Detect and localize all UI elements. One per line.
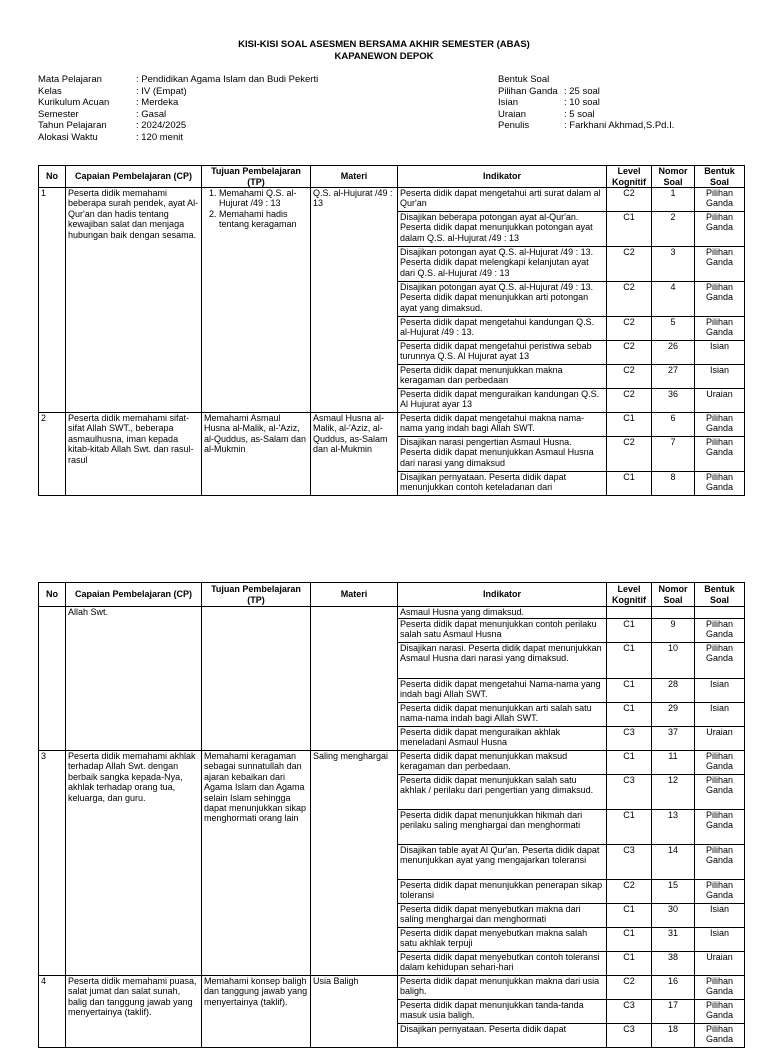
bentuk-cell: Pilihan Ganda: [695, 212, 745, 247]
tp-cell: [202, 607, 311, 751]
info-value: : Farkhani Akhmad,S.Pd.I.: [564, 120, 675, 131]
bentuk-cell: Pilihan Ganda: [695, 619, 745, 643]
page-subtitle: KAPANEWON DEPOK: [334, 51, 434, 62]
indikator-cell: Disajikan pernyataan. Peserta didik dapat menunjukkan contoh keteladanan dari: [398, 472, 607, 496]
level-cell: C2: [607, 317, 652, 341]
tp-list: [204, 188, 308, 230]
bentuk-cell: Isian: [695, 904, 745, 928]
materi-cell: Usia Baligh: [311, 976, 398, 1048]
level-cell: C2: [607, 188, 652, 212]
info-row: [498, 86, 674, 98]
level-cell: C2: [607, 880, 652, 904]
indikator-cell: Peserta didik dapat menunjukkan hikmah dari perilaku saling menghargai dan menghormati: [398, 810, 607, 845]
nomor-cell: 17: [652, 1000, 695, 1024]
level-cell: C3: [607, 1000, 652, 1024]
level-cell: C1: [607, 928, 652, 952]
info-row: [38, 132, 318, 144]
col-bentuk: Bentuk Soal: [695, 166, 745, 188]
cp-cell: Peserta didik memahami puasa, salat jumat dan salat sunah, balig dan tanggung jawab yang menyertainya (taklif).: [66, 976, 202, 1048]
indikator-cell: Peserta didik dapat menunjukkan maksud keragaman dan perbedaan.: [398, 751, 607, 775]
bentuk-cell: Pilihan Ganda: [695, 188, 745, 212]
nomor-cell: 29: [652, 703, 695, 727]
nomor-cell: 16: [652, 976, 695, 1000]
table-row: [39, 976, 745, 1000]
bentuk-cell: Pilihan Ganda: [695, 413, 745, 437]
info-row: [498, 109, 674, 121]
no-cell: [39, 607, 66, 751]
info-row: [38, 86, 318, 98]
no-cell: 1: [39, 188, 66, 413]
col-cp: Capaian Pembelajaran (CP): [66, 166, 202, 188]
table-row: [39, 413, 745, 437]
nomor-cell: 8: [652, 472, 695, 496]
table-row: [39, 751, 745, 775]
bentuk-cell: Pilihan Ganda: [695, 810, 745, 845]
bentuk-cell: Uraian: [695, 952, 745, 976]
col-indikator: Indikator: [398, 166, 607, 188]
bentuk-cell: Pilihan Ganda: [695, 845, 745, 880]
tp-cell: Memahami keragaman sebagai sunnatullah dan ajaran kebaikan dari Agama Islam dan Agama selain Islam sehingga dapat menunjukkan sikap menghormati orang lain: [202, 751, 311, 976]
materi-cell: Q.S. al-Hujurat /49 : 13: [311, 188, 398, 413]
nomor-cell: 38: [652, 952, 695, 976]
level-cell: C3: [607, 845, 652, 880]
info-row: [38, 109, 318, 121]
level-cell: C1: [607, 472, 652, 496]
level-cell: C1: [607, 643, 652, 679]
nomor-cell: 28: [652, 679, 695, 703]
kisi-kisi-table-1: [38, 165, 745, 496]
materi-cell: [311, 607, 398, 751]
info-row: [38, 74, 318, 86]
level-cell: C2: [607, 976, 652, 1000]
level-cell: C1: [607, 952, 652, 976]
bentuk-cell: Pilihan Ganda: [695, 775, 745, 810]
info-label: Mata Pelajaran: [38, 74, 102, 85]
nomor-cell: 3: [652, 247, 695, 282]
info-row: [38, 97, 318, 109]
indikator-cell: Peserta didik dapat menyebutkan makna dari saling menghargai dan menghormati: [398, 904, 607, 928]
indikator-cell: Peserta didik dapat mengetahui kandungan Q.S. al-Hujurat /49 : 13.: [398, 317, 607, 341]
info-label: Bentuk Soal: [498, 74, 550, 85]
indikator-cell: Disajikan narasi. Peserta didik dapat menunjukkan Asmaul Husna dari narasi yang dimaksud.: [398, 643, 607, 679]
info-value: : Merdeka: [136, 97, 179, 108]
nomor-cell: 11: [652, 751, 695, 775]
bentuk-cell: Pilihan Ganda: [695, 437, 745, 472]
indikator-cell: Peserta didik dapat mengetahui Nama-nama yang indah bagi Allah SWT.: [398, 679, 607, 703]
indikator-cell: Asmaul Husna yang dimaksud.: [398, 607, 607, 619]
indikator-cell: Peserta didik dapat menunjukkan makna dari usia baligh.: [398, 976, 607, 1000]
indikator-cell: Disajikan potongan ayat Q.S. al-Hujurat /49 : 13. Peserta didik dapat melengkapi kelanjutan ayat dari Q.S. al-Hujurat /49 : 13: [398, 247, 607, 282]
nomor-cell: 18: [652, 1024, 695, 1048]
col-nomor: Nomor Soal: [652, 166, 695, 188]
bentuk-cell: Isian: [695, 928, 745, 952]
col-no: No: [39, 166, 66, 188]
indikator-cell: Peserta didik dapat menunjukkan contoh perilaku salah satu Asmaul Husna: [398, 619, 607, 643]
kisi-kisi-table-2: [38, 582, 745, 1048]
level-cell: C1: [607, 810, 652, 845]
info-left: [38, 74, 318, 143]
indikator-cell: Peserta didik dapat menyebutkan contoh toleransi dalam kehidupan sehari-hari: [398, 952, 607, 976]
cp-cell: Peserta didik memahami beberapa surah pendek, ayat Al-Qur'an dan hadis tentang kewajiban salat dan menjaga hubungan baik dengan sesama.: [66, 188, 202, 413]
level-cell: C1: [607, 904, 652, 928]
info-row: [38, 120, 318, 132]
bentuk-cell: Isian: [695, 679, 745, 703]
nomor-cell: 9: [652, 619, 695, 643]
cp-cell: Allah Swt.: [66, 607, 202, 751]
nomor-cell: 2: [652, 212, 695, 247]
info-label: Tahun Pelajaran: [38, 120, 107, 131]
info-value: : Gasal: [136, 108, 167, 120]
level-cell: [607, 607, 652, 619]
indikator-cell: Peserta didik dapat menguraikan akhlak meneladani Asmaul Husna: [398, 727, 607, 751]
indikator-cell: Peserta didik dapat mengetahui makna nama-nama yang indah bagi Allah SWT.: [398, 413, 607, 437]
indikator-cell: Disajikan table ayat Al Qur'an. Peserta didik dapat menunjukkan ayat yang mengajarkan toleransi: [398, 845, 607, 880]
level-cell: C1: [607, 619, 652, 643]
nomor-cell: 12: [652, 775, 695, 810]
col-tp: Tujuan Pembelajaran (TP): [202, 166, 311, 188]
info-label: Alokasi Waktu: [38, 131, 98, 143]
level-cell: C2: [607, 247, 652, 282]
nomor-cell: [652, 607, 695, 619]
col-tp: Tujuan Pembelajaran (TP): [202, 583, 311, 607]
level-cell: C2: [607, 365, 652, 389]
nomor-cell: 4: [652, 282, 695, 317]
nomor-cell: 37: [652, 727, 695, 751]
page-title: KISI-KISI SOAL ASESMEN BERSAMA AKHIR SEMESTER (ABAS): [238, 39, 530, 50]
col-bentuk: Bentuk Soal: [695, 583, 745, 607]
bentuk-cell: Pilihan Ganda: [695, 1000, 745, 1024]
tp-cell: [202, 188, 311, 413]
info-value: : IV (Empat): [136, 85, 187, 97]
indikator-cell: Peserta didik dapat mengetahui arti surat dalam al Qur'an: [398, 188, 607, 212]
no-cell: 3: [39, 751, 66, 976]
info-right: [498, 74, 674, 132]
bentuk-cell: Isian: [695, 365, 745, 389]
col-materi: Materi: [311, 583, 398, 607]
col-level: Level Kognitif: [607, 166, 652, 188]
level-cell: C3: [607, 727, 652, 751]
indikator-cell: Peserta didik dapat menunjukkan penerapan sikap toleransi: [398, 880, 607, 904]
info-label: Penulis: [498, 120, 530, 131]
nomor-cell: 7: [652, 437, 695, 472]
nomor-cell: 5: [652, 317, 695, 341]
no-cell: 2: [39, 413, 66, 496]
info-label: Kurikulum Acuan: [38, 97, 110, 108]
indikator-cell: Peserta didik dapat menunjukkan makna keragaman dan perbedaan: [398, 365, 607, 389]
nomor-cell: 15: [652, 880, 695, 904]
nomor-cell: 36: [652, 389, 695, 413]
info-label: Isian: [498, 97, 519, 108]
nomor-cell: 6: [652, 413, 695, 437]
indikator-cell: Peserta didik dapat menyebutkan makna salah satu akhlak terpuji: [398, 928, 607, 952]
indikator-cell: Peserta didik dapat mengetahui peristiwa sebab turunnya Q.S. Al Hujurat ayat 13: [398, 341, 607, 365]
indikator-cell: Peserta didik dapat menunjukkan salah satu akhlak / perilaku dari pengertian yang dimaksud.: [398, 775, 607, 810]
indikator-cell: Disajikan beberapa potongan ayat al-Qur'an. Peserta didik dapat menunjukkan potongan ayat dalam Q.S. al-Hujurat /49 : 13: [398, 212, 607, 247]
info-value: : Pendidikan Agama Islam dan Budi Pekerti: [136, 74, 319, 85]
tp-cell: Memahami konsep baligh dan tanggung jawab yang menyertainya (taklif).: [202, 976, 311, 1048]
indikator-cell: Peserta didik dapat menunjukkan tanda-tanda masuk usia baligh.: [398, 1000, 607, 1024]
col-materi: Materi: [311, 166, 398, 188]
nomor-cell: 14: [652, 845, 695, 880]
nomor-cell: 1: [652, 188, 695, 212]
table-row: [39, 607, 745, 619]
bentuk-cell: Pilihan Ganda: [695, 880, 745, 904]
col-cp: Capaian Pembelajaran (CP): [66, 583, 202, 607]
info-value: : 2024/2025: [136, 120, 187, 131]
nomor-cell: 31: [652, 928, 695, 952]
indikator-cell: Disajikan pernyataan. Peserta didik dapat: [398, 1024, 607, 1048]
info-value: : 10 soal: [564, 97, 600, 108]
materi-cell: Saling menghargai: [311, 751, 398, 976]
info-value: : 120 menit: [136, 131, 183, 143]
bentuk-cell: Uraian: [695, 389, 745, 413]
tp-item: 2. Memahami hadis tentang keragaman: [219, 209, 308, 230]
info-value: : 5 soal: [564, 108, 595, 120]
col-no: No: [39, 583, 66, 607]
cp-cell: Peserta didik memahami sifat-sifat Allah SWT., beberapa asmaulhusna, iman kepada kitab-kitab Allah Swt. dan rasul-rasul: [66, 413, 202, 496]
level-cell: C2: [607, 389, 652, 413]
nomor-cell: 10: [652, 643, 695, 679]
level-cell: C1: [607, 212, 652, 247]
bentuk-cell: Pilihan Ganda: [695, 643, 745, 679]
info-label: Pilihan Ganda: [498, 85, 558, 97]
level-cell: C1: [607, 413, 652, 437]
nomor-cell: 13: [652, 810, 695, 845]
col-nomor: Nomor Soal: [652, 583, 695, 607]
level-cell: C2: [607, 282, 652, 317]
table-row: [39, 188, 745, 212]
bentuk-cell: Isian: [695, 341, 745, 365]
indikator-cell: Peserta didik dapat menunjukkan arti salah satu nama-nama indah bagi Allah SWT.: [398, 703, 607, 727]
level-cell: C3: [607, 775, 652, 810]
tp-item: 1. Memahami Q.S. al-Hujurat /49 : 13: [219, 188, 308, 209]
bentuk-cell: Uraian: [695, 727, 745, 751]
level-cell: C1: [607, 679, 652, 703]
level-cell: C2: [607, 437, 652, 472]
col-level: Level Kognitif: [607, 583, 652, 607]
cp-cell: Peserta didik memahami akhlak terhadap Allah Swt. dengan berbaik sangka kepada-Nya, akhlak terhadap orang tua, keluarga, dan guru.: [66, 751, 202, 976]
col-indikator: Indikator: [398, 583, 607, 607]
info-label: Kelas: [38, 85, 62, 97]
bentuk-cell: Pilihan Ganda: [695, 282, 745, 317]
no-cell: 4: [39, 976, 66, 1048]
level-cell: C1: [607, 703, 652, 727]
level-cell: C3: [607, 1024, 652, 1048]
bentuk-cell: Isian: [695, 703, 745, 727]
materi-cell: Asmaul Husna al-Malik, al-'Aziz, al-Quddus, as-Salam dan al-Mukmin: [311, 413, 398, 496]
bentuk-cell: Pilihan Ganda: [695, 976, 745, 1000]
bentuk-cell: Pilihan Ganda: [695, 472, 745, 496]
tp-cell: Memahami Asmaul Husna al-Malik, al-'Aziz, al-Quddus, as-Salam dan al-Mukmin: [202, 413, 311, 496]
info-row: [498, 120, 674, 132]
info-row: [498, 74, 674, 86]
info-value: : 25 soal: [564, 85, 600, 97]
nomor-cell: 30: [652, 904, 695, 928]
nomor-cell: 26: [652, 341, 695, 365]
indikator-cell: Disajikan narasi pengertian Asmaul Husna. Peserta didik dapat menunjukkan Asmaul Husna dari narasi yang dimaksud: [398, 437, 607, 472]
bentuk-cell: Pilihan Ganda: [695, 751, 745, 775]
bentuk-cell: Pilihan Ganda: [695, 317, 745, 341]
info-label: Semester: [38, 108, 79, 120]
info-label: Uraian: [498, 108, 526, 120]
level-cell: C1: [607, 751, 652, 775]
bentuk-cell: Pilihan Ganda: [695, 1024, 745, 1048]
nomor-cell: 27: [652, 365, 695, 389]
bentuk-cell: Pilihan Ganda: [695, 247, 745, 282]
indikator-cell: Disajikan potongan ayat Q.S. al-Hujurat /49 : 13. Peserta didik dapat menunjukkan arti potongan ayat yang dimaksud.: [398, 282, 607, 317]
bentuk-cell: [695, 607, 745, 619]
level-cell: C2: [607, 341, 652, 365]
info-row: [498, 97, 674, 109]
indikator-cell: Peserta didik dapat menguraikan kandungan Q.S. Al Hujurat ayar 13: [398, 389, 607, 413]
